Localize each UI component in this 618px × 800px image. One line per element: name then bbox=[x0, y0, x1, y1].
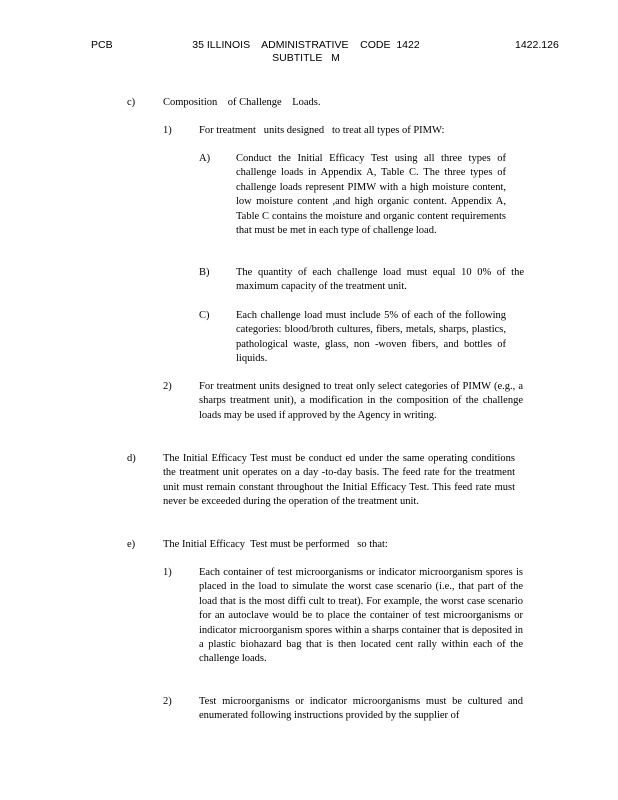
item-c1B-label: B) bbox=[199, 267, 210, 278]
header-code-title bbox=[160, 39, 452, 65]
item-c1A-label: A) bbox=[199, 153, 211, 164]
subsection-e-text: The Initial Efficacy Test must be performed so that: bbox=[163, 539, 388, 550]
paragraph-e2-text: Test microorganisms or indicator microorganisms must be cultured and enumerated following instructions provided by the supplier of bbox=[199, 696, 523, 722]
header-title-line2: SUBTITLE M bbox=[272, 52, 340, 64]
subsection-d-label: d) bbox=[127, 453, 136, 464]
paragraph-c2-text: For treatment units designed to treat only select categories of PIMW (e.g., a sharps treatment unit), a modification in the composition of the challenge loads may be used if approved by the Agency in writing. bbox=[199, 381, 523, 421]
paragraph-c2-label: 2) bbox=[163, 381, 172, 392]
header-agency: PCB bbox=[91, 39, 113, 51]
paragraph-c1-label: 1) bbox=[163, 125, 172, 136]
subsection-c-heading: Composition of Challenge Loads. bbox=[163, 97, 321, 108]
paragraph-e2-label: 2) bbox=[163, 696, 172, 707]
header-section-number: 1422.126 bbox=[515, 39, 559, 51]
item-c1A-text: Conduct the Initial Efficacy Test using all three types of challenge loads in Appendix A, Table C. The three types of challenge loads represent PIMW with a high moisture content, low moisture content ,and high organic content. Appendix A, Table C contains the moisture and organic content requirements that must be met in each type of challenge load. bbox=[236, 153, 506, 237]
item-c1C-label: C) bbox=[199, 310, 210, 321]
item-c1C-text: Each challenge load must include 5% of each of the following categories: blood/broth cultures, fibers, metals, sharps, plastics, pathological waste, glass, non -woven fibers, and bottles of liquids. bbox=[236, 310, 506, 365]
paragraph-c1-text: For treatment units designed to treat all types of PIMW: bbox=[199, 125, 445, 136]
paragraph-e1-text: Each container of test microorganisms or indicator microorganism spores is placed in the load to simulate the worst case scenario (i.e., that part of the load that is the most diffi cult to treat). For example, the worst case scenario for an autoclave would be to place the container of test microorganisms or indicator microorganism spores within a sharps container that is deposited in a plastic biohazard bag that is then located cent rally within each of the challenge loads. bbox=[199, 567, 523, 665]
item-c1B-text: The quantity of each challenge load must equal 10 0% of the maximum capacity of the treatment unit. bbox=[236, 267, 524, 293]
subsection-d-text: The Initial Efficacy Test must be conduct ed under the same operating conditions the treatment unit operates on a day -to-day basis. The feed rate for the treatment unit must remain constant throughout the Initial Efficacy Test. This feed rate must never be exceeded during the operation of the treatment unit. bbox=[163, 453, 515, 508]
header-title-line1: 35 ILLINOIS ADMINISTRATIVE CODE 1422 bbox=[192, 39, 420, 51]
subsection-c-label: c) bbox=[127, 97, 136, 108]
paragraph-e1-label: 1) bbox=[163, 567, 172, 578]
subsection-e-label: e) bbox=[127, 539, 136, 550]
